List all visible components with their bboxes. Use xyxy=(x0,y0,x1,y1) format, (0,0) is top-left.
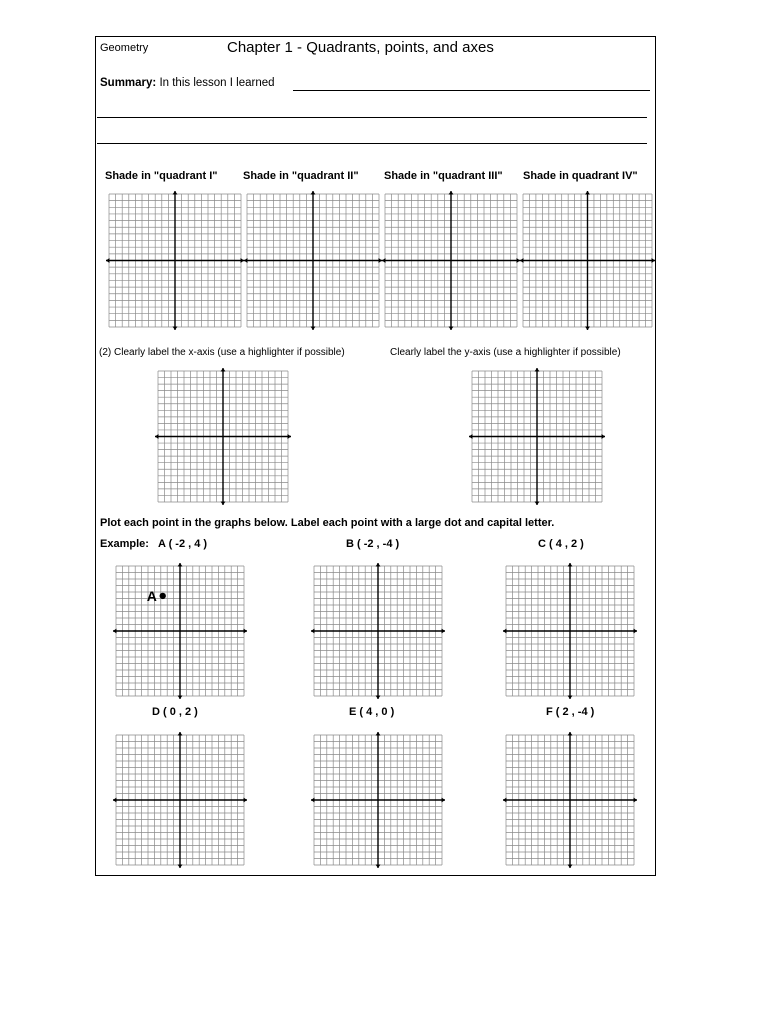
y-axis-arrow-up xyxy=(585,191,590,195)
summary-blank-1[interactable] xyxy=(293,90,650,91)
y-axis-arrow-up xyxy=(178,563,183,567)
x-axis-arrow-left xyxy=(244,258,248,263)
x-axis-arrow-left xyxy=(113,629,117,634)
page-title: Chapter 1 - Quadrants, points, and axes xyxy=(227,39,494,56)
point-f-label: F ( 2 , -4 ) xyxy=(546,706,595,718)
y-axis-arrow-down xyxy=(221,502,226,506)
summary-label: Summary: xyxy=(100,77,157,89)
x-axis-arrow-right xyxy=(244,629,248,634)
point-b-label: B ( -2 , -4 ) xyxy=(346,538,400,550)
y-axis-arrow-up xyxy=(376,563,381,567)
point-d-label: D ( 0 , 2 ) xyxy=(152,706,198,718)
y-axis-arrow-down xyxy=(376,696,381,700)
y-axis-arrow-up xyxy=(568,732,573,736)
y-axis-arrow-up xyxy=(178,732,183,736)
x-axis-arrow-right xyxy=(652,258,656,263)
x-axis-arrow-left xyxy=(503,629,507,634)
x-axis-grid[interactable] xyxy=(155,368,291,505)
quadrant-1-grid[interactable] xyxy=(106,191,244,330)
y-axis-arrow-down xyxy=(178,696,183,700)
y-axis-arrow-down xyxy=(311,327,316,331)
point-a-letter: A xyxy=(146,587,157,604)
x-axis-arrow-left xyxy=(106,258,110,263)
x-axis-arrow-right xyxy=(634,629,638,634)
summary-blank-3[interactable] xyxy=(97,143,647,144)
x-axis-arrow-left xyxy=(469,434,473,439)
quadrant-3-label: Shade in "quadrant III" xyxy=(384,170,503,182)
y-axis-arrow-up xyxy=(173,191,178,195)
y-axis-arrow-up xyxy=(568,563,573,567)
subject-label: Geometry xyxy=(100,42,149,54)
y-axis-arrow-up xyxy=(376,732,381,736)
x-axis-arrow-right xyxy=(288,434,292,439)
x-axis-arrow-left xyxy=(311,629,315,634)
x-axis-arrow-left xyxy=(311,798,315,803)
y-axis-arrow-down xyxy=(585,327,590,331)
y-axis-arrow-down xyxy=(449,327,454,331)
quadrant-1-label: Shade in "quadrant I" xyxy=(105,170,218,182)
y-axis-arrow-up xyxy=(535,368,540,372)
x-axis-instruction: (2) Clearly label the x-axis (use a highlighter if possible) xyxy=(99,347,345,358)
y-axis-arrow-down xyxy=(535,502,540,506)
y-axis-arrow-down xyxy=(173,327,178,331)
point-e-label: E ( 4 , 0 ) xyxy=(349,706,395,718)
graph-c[interactable] xyxy=(503,563,637,699)
y-axis-arrow-down xyxy=(376,865,381,869)
y-axis-grid[interactable] xyxy=(469,368,605,505)
x-axis-arrow-right xyxy=(244,798,248,803)
x-axis-arrow-left xyxy=(520,258,524,263)
y-axis-arrow-up xyxy=(221,368,226,372)
graph-b[interactable] xyxy=(311,563,445,699)
graph-f[interactable] xyxy=(503,732,637,868)
x-axis-arrow-right xyxy=(442,798,446,803)
graph-d[interactable] xyxy=(113,732,247,868)
quadrant-2-label: Shade in "quadrant II" xyxy=(243,170,359,182)
y-axis-arrow-down xyxy=(568,865,573,869)
quadrant-4-label: Shade in quadrant IV" xyxy=(523,170,638,182)
summary-blank-2[interactable] xyxy=(97,117,647,118)
y-axis-arrow-up xyxy=(449,191,454,195)
x-axis-arrow-left xyxy=(382,258,386,263)
plot-instructions: Plot each point in the graphs below. Label each point with a large dot and capital letter. xyxy=(100,517,555,529)
point-a-dot xyxy=(160,593,166,599)
y-axis-instruction: Clearly label the y-axis (use a highlighter if possible) xyxy=(390,347,621,358)
summary-line xyxy=(100,77,275,89)
quadrant-4-grid[interactable] xyxy=(520,191,655,330)
point-c-label: C ( 4 , 2 ) xyxy=(538,538,584,550)
x-axis-arrow-right xyxy=(634,798,638,803)
y-axis-arrow-up xyxy=(311,191,316,195)
x-axis-arrow-left xyxy=(113,798,117,803)
point-a-label: A ( -2 , 4 ) xyxy=(158,538,208,550)
graph-e[interactable] xyxy=(311,732,445,868)
x-axis-arrow-right xyxy=(602,434,606,439)
x-axis-arrow-left xyxy=(155,434,159,439)
summary-prompt: In this lesson I learned xyxy=(159,77,275,89)
graph-a[interactable] xyxy=(113,563,247,699)
example-label: Example: xyxy=(100,538,149,550)
quadrant-3-grid[interactable] xyxy=(382,191,520,330)
x-axis-arrow-left xyxy=(503,798,507,803)
x-axis-arrow-right xyxy=(442,629,446,634)
y-axis-arrow-down xyxy=(568,696,573,700)
y-axis-arrow-down xyxy=(178,865,183,869)
quadrant-2-grid[interactable] xyxy=(244,191,382,330)
